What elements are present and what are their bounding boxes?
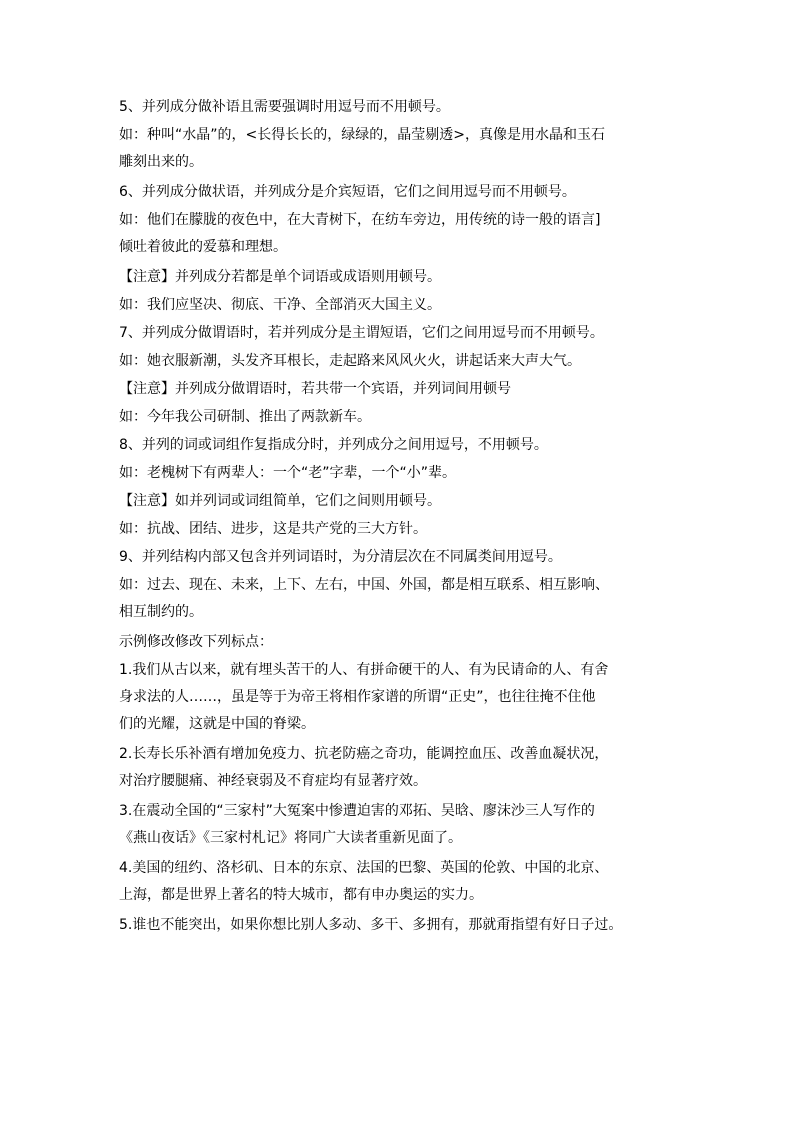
paragraph-line: 如：老槐树下有两辈人：一个“老”字辈，一个“小”辈。 bbox=[119, 465, 457, 481]
exercise-line: 4.美国的纽约、洛杉矶、日本的东京、法国的巴黎、英国的伦敦、中国的北京、 bbox=[119, 860, 609, 876]
section-heading: 示例修改修改下列标点： bbox=[119, 634, 273, 650]
exercise-line: 3.在震动全国的“三家村”大冤案中惨遭迫害的邓拓、吴晗、廖沫沙三人写作的 bbox=[119, 803, 595, 819]
exercise-line: 《燕山夜话》《三家村札记》将同广大读者重新见面了。 bbox=[119, 830, 462, 846]
paragraph-line: 5、并列成分做补语且需要强调时用逗号而不用顿号。 bbox=[119, 99, 450, 115]
document-page bbox=[119, 93, 684, 939]
paragraph-line: 【注意】并列成分若都是单个词语或成语则用顿号。 bbox=[119, 269, 441, 285]
paragraph-line: 如：她衣服新潮，头发齐耳根长，走起路来风风火火，讲起话来大声大气。 bbox=[119, 353, 581, 369]
paragraph-line: 倾吐着彼此的爱慕和理想。 bbox=[119, 239, 287, 255]
exercise-line: 1.我们从古以来，就有埋头苦干的人、有拼命硬干的人、有为民请命的人、有舍 bbox=[119, 662, 609, 678]
paragraph-line: 如：过去、现在、未来，上下、左右，中国、外国，都是相互联系、相互影响、 bbox=[119, 577, 609, 593]
paragraph-line: 如：今年我公司研制、推出了两款新车。 bbox=[119, 409, 371, 425]
paragraph-line: 如：种叫“水晶”的，<长得长长的，绿绿的，晶莹剔透>，真像是用水晶和玉石 bbox=[119, 127, 605, 143]
paragraph-line: 如：抗战、团结、进步，这是共产党的三大方针。 bbox=[119, 521, 427, 537]
exercise-line: 上海，都是世界上著名的特大城市，都有申办奥运的实力。 bbox=[119, 887, 483, 903]
paragraph-line: 相互制约的。 bbox=[119, 604, 203, 620]
paragraph-line: 【注意】并列成分做谓语时，若共带一个宾语，并列词间用顿号 bbox=[119, 381, 511, 397]
paragraph-line: 【注意】如并列词或词组简单，它们之间则用顿号。 bbox=[119, 493, 441, 509]
exercise-line: 5.谁也不能突出，如果你想比别人多动、多干、多拥有，那就甭指望有好日子过。 bbox=[119, 917, 623, 933]
exercise-line: 们的光耀，这就是中国的脊梁。 bbox=[119, 716, 315, 732]
paragraph-line: 如：他们在朦胧的夜色中，在大青树下，在纺车旁边，用传统的诗一般的语言] bbox=[119, 212, 601, 228]
exercise-line: 身求法的人……，虽是等于为帝王将相作家谱的所谓“正史”，也往往掩不住他 bbox=[119, 689, 596, 705]
exercise-line: 对治疗腰腿痛、神经衰弱及不育症均有显著疗效。 bbox=[119, 773, 427, 789]
exercise-line: 2.长寿长乐补酒有增加免疫力、抗老防癌之奇功，能调控血压、改善血凝状况， bbox=[119, 746, 609, 762]
paragraph-line: 如：我们应坚决、彻底、干净、全部消灭大国主义。 bbox=[119, 297, 441, 313]
paragraph-line: 7、并列成分做谓语时，若并列成分是主谓短语，它们之间用逗号而不用顿号。 bbox=[119, 325, 604, 341]
paragraph-line: 8、并列的词或词组作复指成分时，并列成分之间用逗号，不用顿号。 bbox=[119, 437, 548, 453]
paragraph-line: 雕刻出来的。 bbox=[119, 154, 203, 170]
paragraph-line: 9、并列结构内部又包含并列词语时，为分清层次在不同属类间用逗号。 bbox=[119, 549, 562, 565]
paragraph-line: 6、并列成分做状语，并列成分是介宾短语，它们之间用逗号而不用顿号。 bbox=[119, 184, 576, 200]
